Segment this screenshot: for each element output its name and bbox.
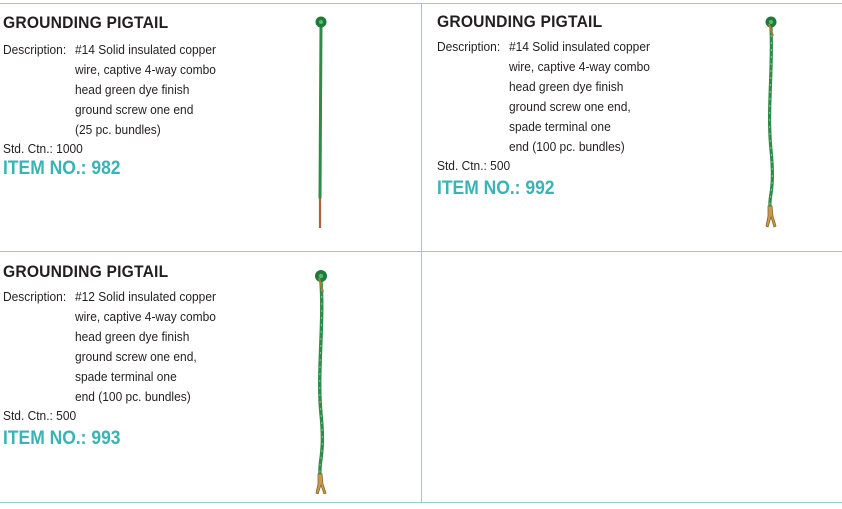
description-line: head green dye finish (75, 329, 190, 344)
description-line: spade terminal one (75, 369, 177, 384)
description-line: wire, captive 4-way combo (75, 62, 216, 77)
item-number: ITEM NO.: 982 (3, 158, 121, 179)
product-card-992 (421, 0, 842, 251)
description-text (75, 40, 216, 140)
stranded-wire-pigtail-spade-image (755, 10, 785, 235)
description-line: ground screw one end, (509, 99, 631, 114)
description-line: spade terminal one (509, 119, 611, 134)
description-line: #12 Solid insulated copper (75, 289, 216, 304)
standard-carton: Std. Ctn.: 1000 (3, 141, 83, 156)
description-line: #14 Solid insulated copper (75, 42, 216, 57)
description-line: (25 pc. bundles) (75, 122, 161, 137)
description-line: end (100 pc. bundles) (509, 139, 625, 154)
description-label: Description: (437, 39, 501, 54)
description-text (509, 37, 650, 157)
product-card-993 (0, 252, 421, 503)
description-line: wire, captive 4-way combo (509, 59, 650, 74)
description-line: wire, captive 4-way combo (75, 309, 216, 324)
product-title: GROUNDING PIGTAIL (437, 12, 603, 31)
description-label: Description: (3, 289, 67, 304)
item-number: ITEM NO.: 993 (3, 428, 121, 449)
description-text (75, 287, 216, 407)
description-label: Description: (3, 42, 67, 57)
item-number: ITEM NO.: 992 (437, 178, 555, 199)
description-line: #14 Solid insulated copper (509, 39, 650, 54)
description-line: head green dye finish (75, 82, 190, 97)
product-title: GROUNDING PIGTAIL (3, 262, 169, 281)
stranded-wire-pigtail-spade-image (305, 264, 335, 494)
standard-carton: Std. Ctn.: 500 (3, 408, 77, 423)
product-title: GROUNDING PIGTAIL (3, 13, 169, 32)
product-card-982 (0, 0, 421, 251)
description-line: head green dye finish (509, 79, 624, 94)
description-line: ground screw one end (75, 102, 194, 117)
description-line: ground screw one end, (75, 349, 197, 364)
description-line: end (100 pc. bundles) (75, 389, 191, 404)
straight-wire-pigtail-image (305, 10, 335, 235)
standard-carton: Std. Ctn.: 500 (437, 158, 511, 173)
